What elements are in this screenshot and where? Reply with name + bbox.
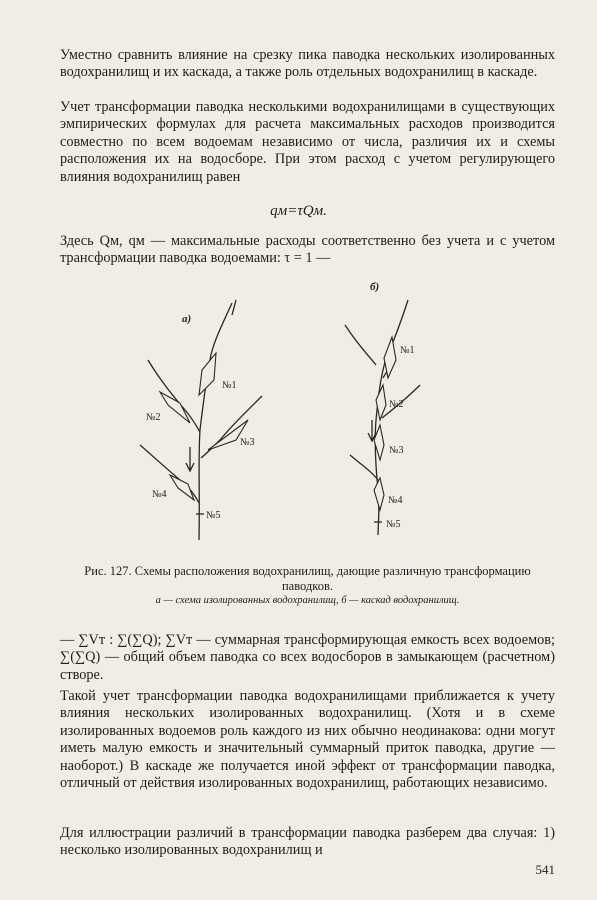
scheme-a-label: а) bbox=[182, 313, 192, 325]
label-4-a: №4 bbox=[152, 489, 167, 500]
reservoir-2-b bbox=[376, 385, 386, 420]
label-2-b: №2 bbox=[389, 399, 404, 410]
label-4-b: №4 bbox=[388, 495, 403, 506]
figure-caption: Рис. 127. Схемы расположения водохранилищ, дающие различную трансформацию паводков. bbox=[84, 564, 531, 593]
formula: qм=τQм. bbox=[270, 203, 327, 219]
paragraph-1: Уместно сравнить влияние на срезку пика паводка нескольких изолированных водохранилищ и их каскада, а также роль отдельных водохранилищ в каскаде. bbox=[60, 47, 555, 81]
paragraph-6: Для иллюстрации различий в трансформации паводка разберем два случая: 1) несколько изолированных водохранилищ и bbox=[60, 825, 555, 859]
figure-caption-legend: а — схема изолированных водохранилищ, б — каскад водохранилищ. bbox=[155, 595, 460, 606]
label-2-a: №2 bbox=[146, 412, 161, 423]
paragraph-3: Здесь Qм, qм — максимальные расходы соответственно без учета и с учетом трансформации паводка водоемами: τ = 1 — bbox=[60, 233, 555, 267]
paragraph-4: — ∑Vт : ∑(∑Q); ∑Vт — суммарная трансформирующая емкость всех водоемов; ∑(∑Q) — общий объем паводка со всех водосборов в замыкающем (расчетном) створе. bbox=[60, 632, 555, 683]
reservoir-4-b bbox=[374, 478, 384, 510]
reservoir-2-a bbox=[160, 392, 190, 423]
scheme-b-label: б) bbox=[370, 281, 380, 293]
label-1-a: №1 bbox=[222, 380, 237, 391]
tributary-3-b bbox=[350, 455, 378, 480]
flow-arrow-a bbox=[186, 447, 194, 471]
tributary-1-b bbox=[345, 325, 376, 365]
reservoir-1-b bbox=[384, 337, 396, 378]
paragraph-5: Такой учет трансформации паводка водохранилищами приближается к учету влияния нескольких изолированных водохранилищ. (Хотя и в схеме изолированных водоемов роль каждого из них обычно неодинакова: одни могут иметь малую емкость и значительный суммарный приток паводка, другие — наоборот.) В каскаде же получается иной эффект от трансформации паводка, отличный от действия изолированных водохранилищ, работающих независимо. bbox=[60, 688, 555, 792]
reservoir-4-a bbox=[170, 475, 194, 500]
label-1-b: №1 bbox=[400, 345, 415, 356]
scheme-a bbox=[140, 300, 262, 540]
page-number: 541 bbox=[535, 862, 555, 877]
reservoir-1-a bbox=[199, 353, 216, 395]
main-river-a bbox=[199, 303, 232, 540]
label-5-a: №5 bbox=[206, 510, 221, 521]
source-a bbox=[232, 300, 236, 315]
label-3-a: №3 bbox=[240, 437, 255, 448]
scheme-b bbox=[345, 281, 420, 535]
label-3-b: №3 bbox=[389, 445, 404, 456]
label-5-b: №5 bbox=[386, 519, 401, 530]
paragraph-2: Учет трансформации паводка несколькими водохранилищами в существующих эмпирических формулах для расчета максимальных расходов производится совместно по всем водоемам независимо от числа, различия их и схемы расположения их на водосборе. При этом расход с учетом регулирующего влияния водохранилищ равен bbox=[60, 99, 555, 185]
